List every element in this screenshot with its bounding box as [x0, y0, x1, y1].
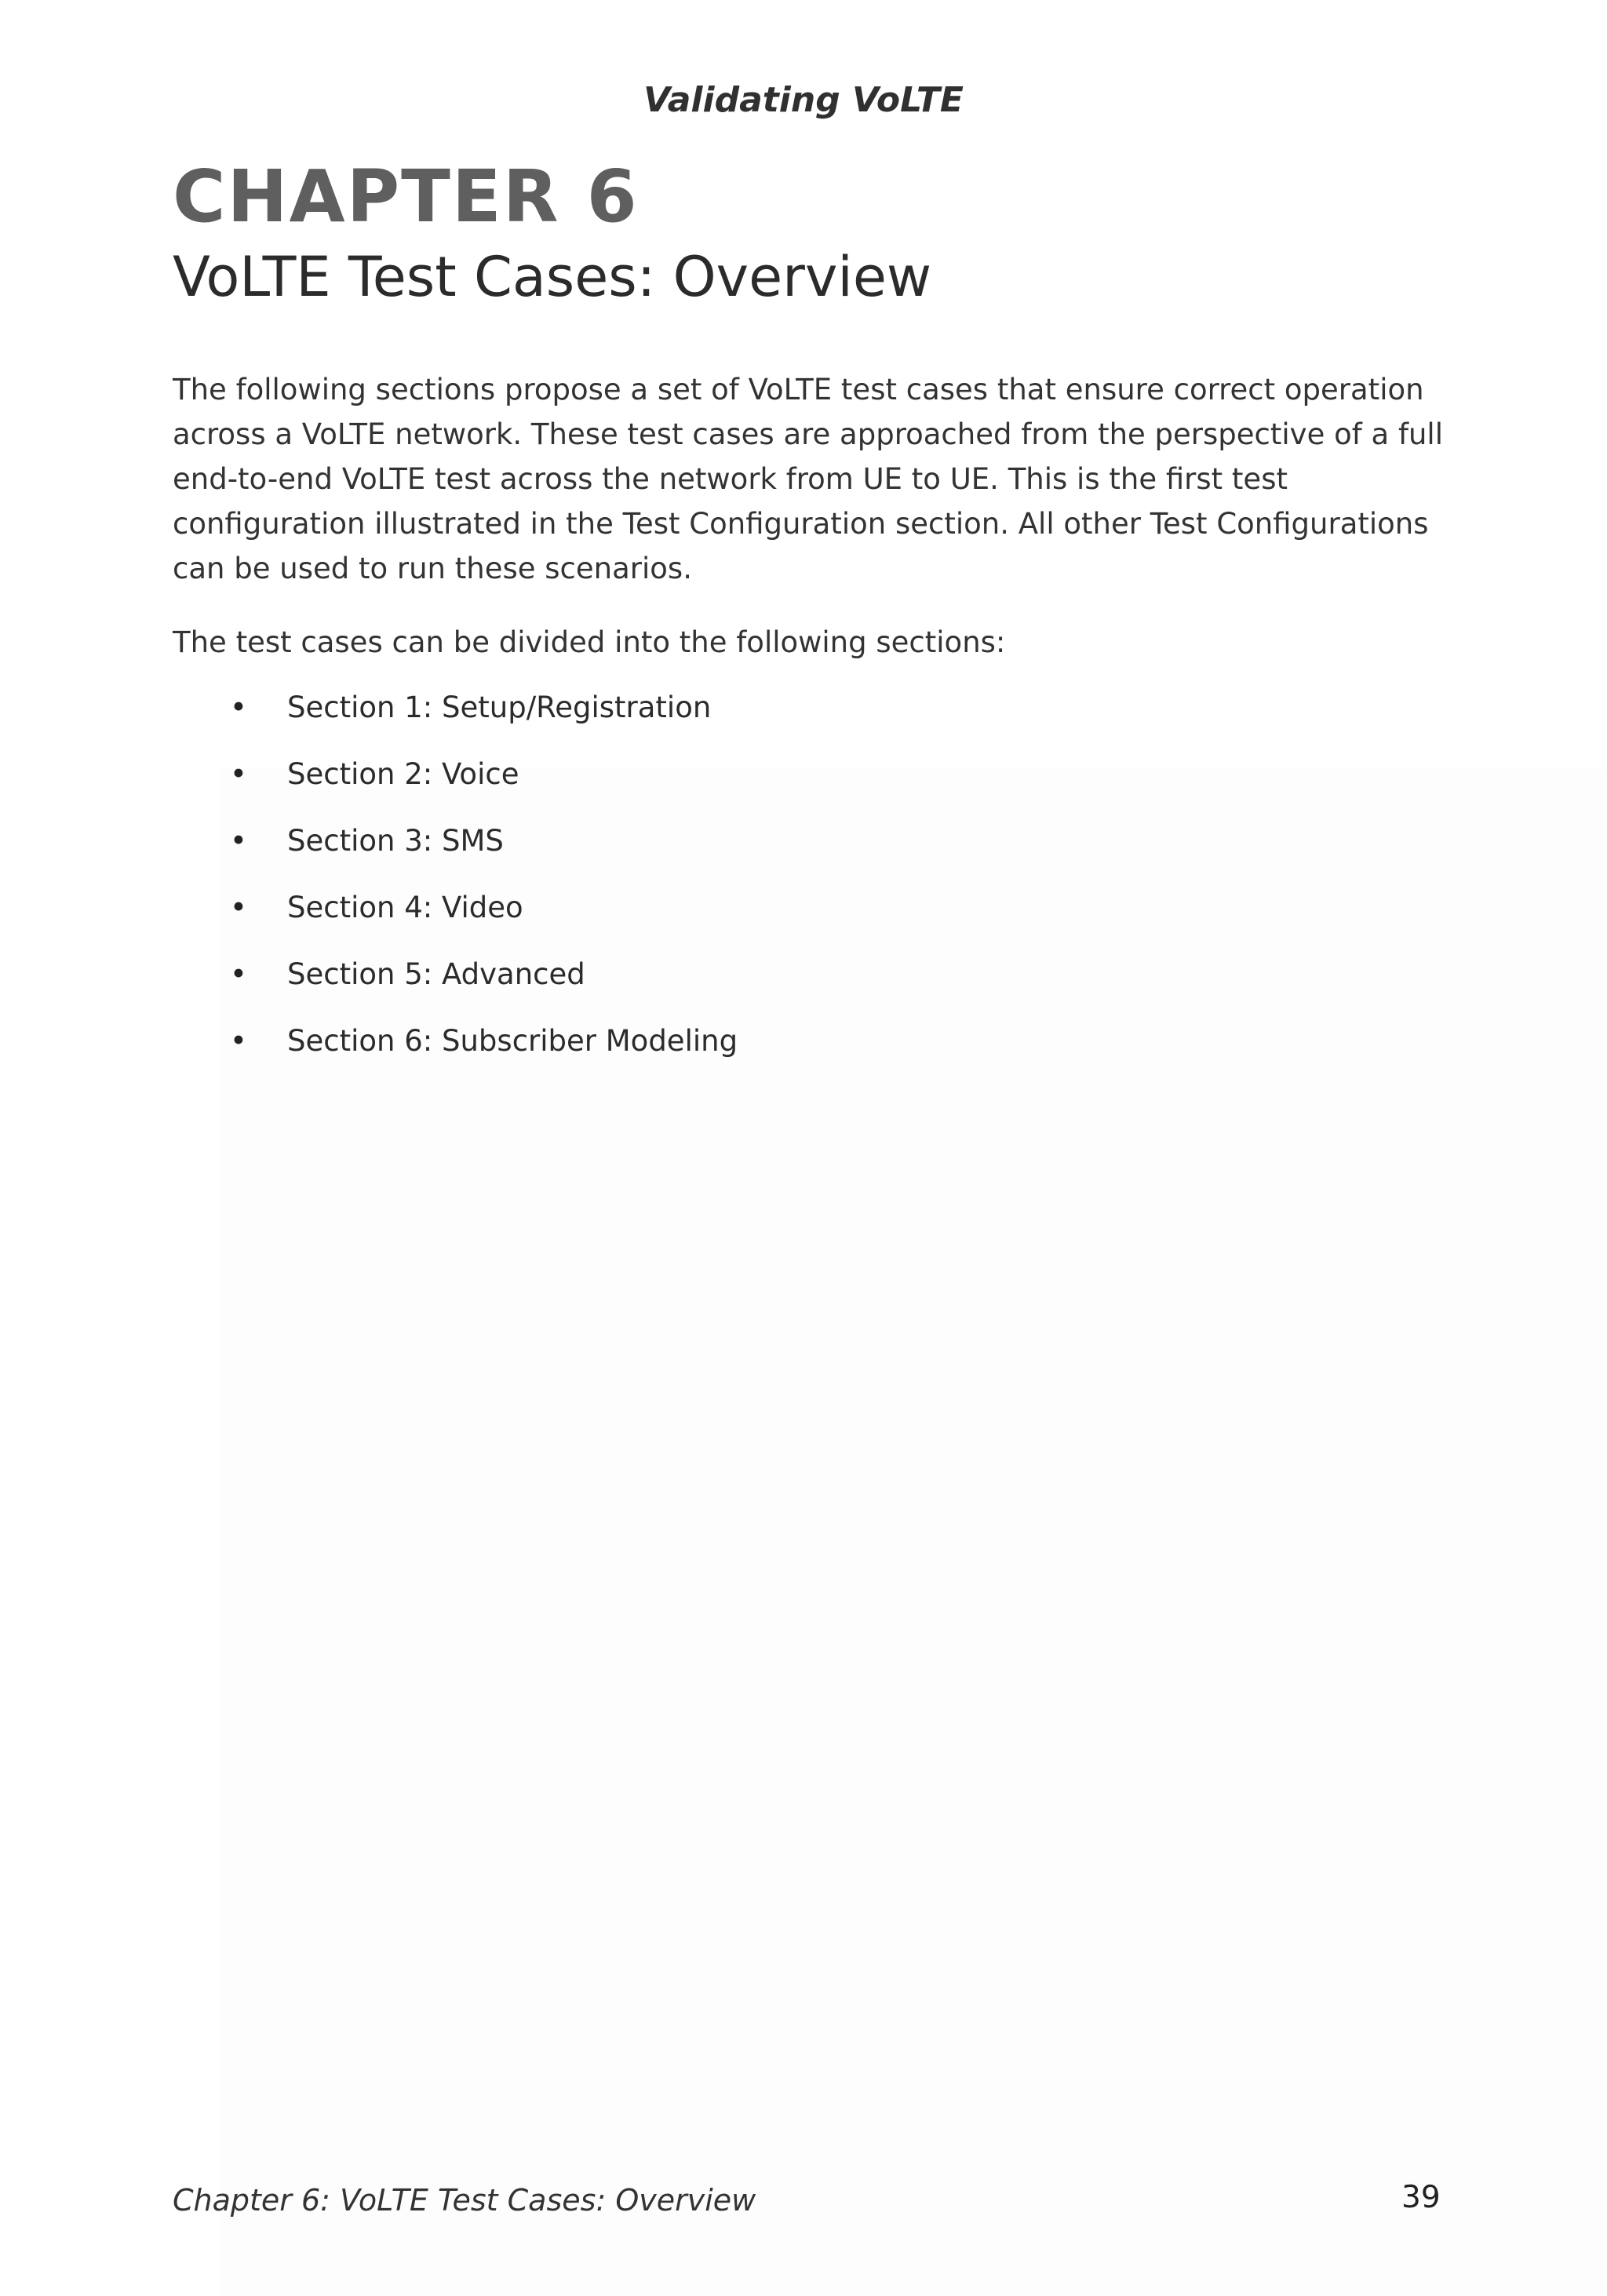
chapter-label: CHAPTER 6: [173, 155, 639, 239]
bullet-icon: •: [230, 891, 247, 924]
list-item-label: Section 3: SMS: [287, 824, 504, 858]
footer-chapter-title: Chapter 6: VoLTE Test Cases: Overview: [173, 2183, 756, 2218]
list-item-label: Section 4: Video: [287, 891, 523, 924]
list-item-label: Section 6: Subscriber Modeling: [287, 1024, 738, 1058]
list-item-label: Section 5: Advanced: [287, 957, 585, 991]
chapter-title: VoLTE Test Cases: Overview: [173, 245, 932, 309]
bullet-icon: •: [230, 691, 247, 724]
list-intro: The test cases can be divided into the following sections:: [173, 625, 1006, 659]
intro-paragraph: The following sections propose a set of VoLTE test cases that ensure correct operation across a VoLTE network. These test cases are approached from the perspective of a full end-to-end VoLTE test across the network from UE to UE. This is the first test configuration illustrated in the Test Configuration section. All other Test Configurations can be used to run these scenarios.: [173, 373, 1443, 585]
bullet-icon: •: [230, 1024, 247, 1058]
page-background-shade: [220, 769, 1607, 2296]
list-item-label: Section 1: Setup/Registration: [287, 691, 712, 724]
list-item-label: Section 2: Voice: [287, 757, 519, 791]
bullet-icon: •: [230, 824, 247, 858]
bullet-icon: •: [230, 957, 247, 991]
page-number: 39: [1401, 2180, 1441, 2215]
running-header: Validating VoLTE: [643, 80, 964, 120]
bullet-icon: •: [230, 757, 247, 791]
